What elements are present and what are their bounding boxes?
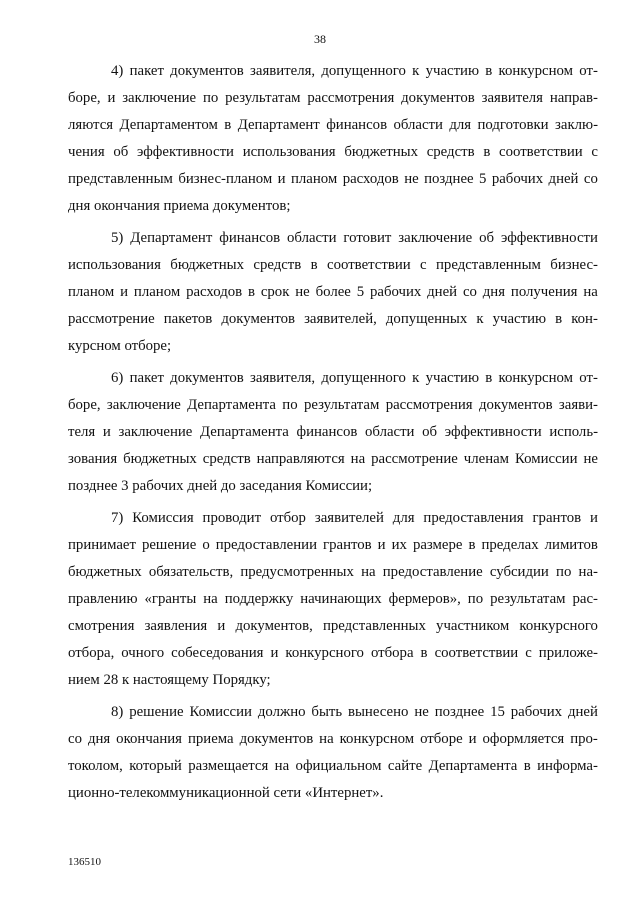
- paragraph-4: [68, 505, 598, 694]
- paragraph-3: [68, 365, 598, 500]
- paragraph-2: [68, 225, 598, 360]
- paragraph-1: [68, 58, 598, 220]
- text-line: со дня окончания приема документов на конкурсном отборе и оформляется про-: [68, 731, 598, 747]
- text-line: чения об эффективности использования бюджетных средств в соответствии с: [68, 144, 598, 160]
- text-line: смотрения заявления и документов, представленных участником конкурсного: [68, 618, 598, 634]
- text-line: теля и заключение Департамента финансов области об эффективности исполь-: [68, 424, 598, 440]
- text-line: токолом, который размещается на официальном сайте Департамента в информа-: [68, 758, 598, 774]
- document-body: [68, 58, 598, 812]
- text-line: 5) Департамент финансов области готовит заключение об эффективности: [111, 230, 598, 246]
- text-line: использования бюджетных средств в соответствии с представленным бизнес-: [68, 257, 598, 273]
- document-code: 136510: [68, 856, 101, 868]
- text-line: 4) пакет документов заявителя, допущенного к участию в конкурсном от-: [111, 63, 598, 79]
- text-line: дня окончания приема документов;: [68, 198, 291, 214]
- text-line: позднее 3 рабочих дней до заседания Комиссии;: [68, 478, 373, 494]
- paragraph-5: [68, 699, 598, 807]
- text-line: зования бюджетных средств направляются на рассмотрение членам Комиссии не: [68, 451, 598, 467]
- page-number: 38: [314, 32, 326, 46]
- text-line: боре, и заключение по результатам рассмотрения документов заявителя направ-: [68, 90, 598, 106]
- text-line: ляются Департаментом в Департамент финансов области для подготовки заклю-: [68, 117, 598, 133]
- text-line: принимает решение о предоставлении грантов и их размере в пределах лимитов: [68, 537, 598, 553]
- text-line: курсном отборе;: [68, 338, 172, 354]
- text-line: нием 28 к настоящему Порядку;: [68, 672, 271, 688]
- text-line: планом и планом расходов в срок не более 5 рабочих дней со дня получения на: [68, 284, 598, 300]
- text-line: ционно-телекоммуникационной сети «Интернет».: [68, 785, 384, 801]
- text-line: 8) решение Комиссии должно быть вынесено не позднее 15 рабочих дней: [111, 704, 598, 720]
- text-line: отбора, очного собеседования и конкурсного отбора в соответствии с приложе-: [68, 645, 598, 661]
- text-line: 6) пакет документов заявителя, допущенного к участию в конкурсном от-: [111, 370, 598, 386]
- text-line: правлению «гранты на поддержку начинающих фермеров», по результатам рас-: [68, 591, 598, 607]
- text-line: рассмотрение пакетов документов заявителей, допущенных к участию в кон-: [68, 311, 598, 327]
- text-line: 7) Комиссия проводит отбор заявителей для предоставления грантов и: [111, 510, 598, 526]
- text-line: бюджетных обязательств, предусмотренных на предоставление субсидии по на-: [68, 564, 598, 580]
- text-line: боре, заключение Департамента по результатам рассмотрения документов заяви-: [68, 397, 598, 413]
- text-line: представленным бизнес-планом и планом расходов не позднее 5 рабочих дней со: [68, 171, 598, 187]
